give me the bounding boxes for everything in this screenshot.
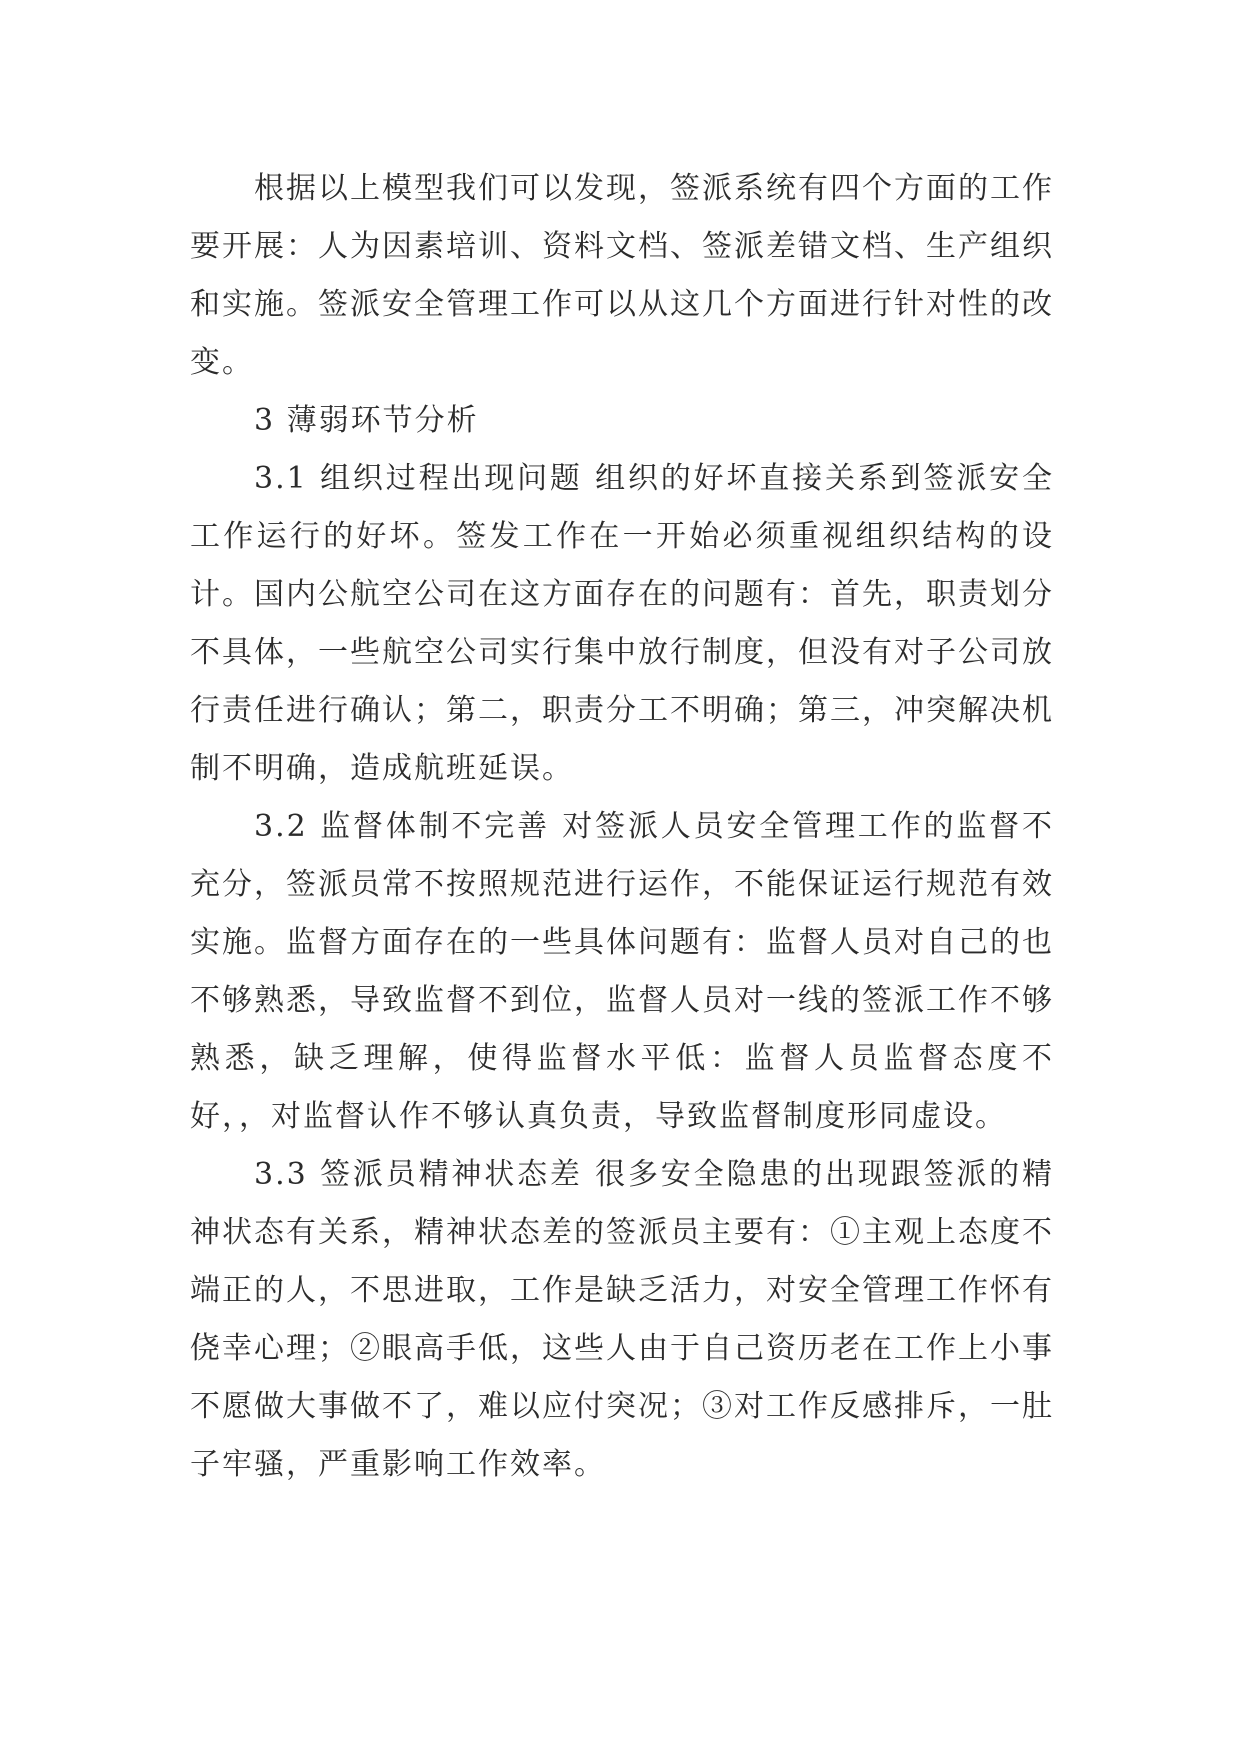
paragraph-3-1: 3.1 组织过程出现问题 组织的好坏直接关系到签派安全工作运行的好坏。签发工作在一开始必须重视组织结构的设计。国内公航空公司在这方面存在的问题有：首先，职责划分不具体，一些航空公司实行集中放行制度，但没有对子公司放行责任进行确认；第二，职责分工不明确；第三，冲突解决机制不明确，造成航班延误。 xyxy=(190,461,1054,786)
paragraph-3-3: 3.3 签派员精神状态差 很多安全隐患的出现跟签派的精神状态有关系，精神状态差的签派员主要有：①主观上态度不端正的人，不思进取，工作是缺乏活力，对安全管理工作怀有侥幸心理；②眼高手低，这些人由于自己资历老在工作上小事不愿做大事做不了，难以应付突况；③对工作反感排斥，一肚子牢骚，严重影响工作效率。 xyxy=(190,1157,1054,1482)
document-body xyxy=(190,160,1054,1494)
section-heading-3: 3 薄弱环节分析 xyxy=(254,403,479,438)
paragraph-3-2: 3.2 监督体制不完善 对签派人员安全管理工作的监督不充分，签派员常不按照规范进行运作，不能保证运行规范有效实施。监督方面存在的一些具体问题有：监督人员对自己的也不够熟悉，导致监督不到位，监督人员对一线的签派工作不够熟悉，缺乏理解，使得监督水平低：监督人员监督态度不好，，对监督认作不够认真负责，导致监督制度形同虚设。 xyxy=(190,809,1054,1134)
paragraph-intro: 根据以上模型我们可以发现，签派系统有四个方面的工作要开展：人为因素培训、资料文档、签派差错文档、生产组织和实施。签派安全管理工作可以从这几个方面进行针对性的改变。 xyxy=(190,171,1054,380)
